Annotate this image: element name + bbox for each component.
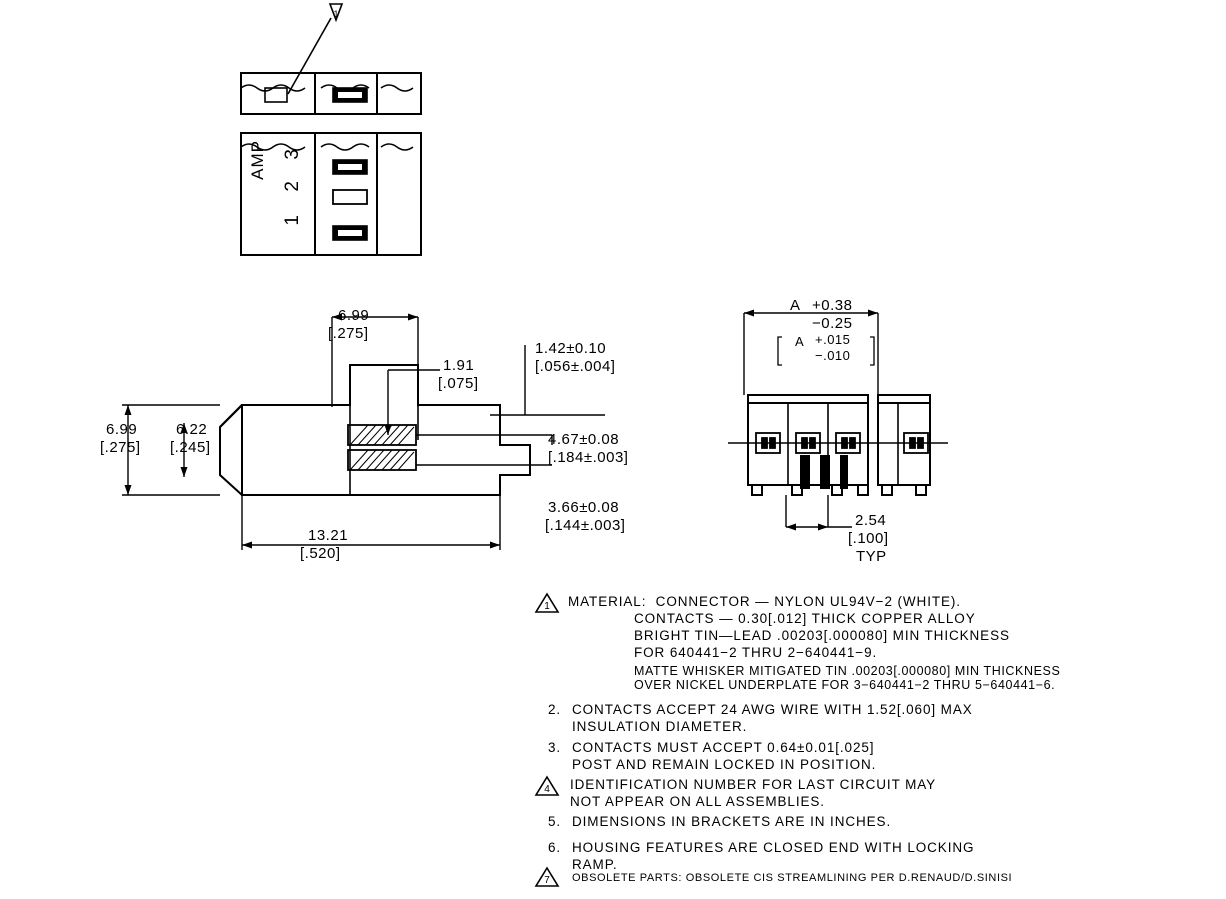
note-1-line-6: OVER NICKEL UNDERPLATE FOR 3−640441−2 THRU 5−640441−6.: [634, 678, 1056, 692]
dim-2_54-typ: TYP: [856, 548, 887, 565]
dim-2_54-inch: [.100]: [848, 530, 889, 547]
note-5-marker: 5.: [548, 814, 562, 829]
svg-text:7: 7: [544, 875, 550, 886]
dim-A-plus-2: +.015: [815, 332, 851, 347]
dim-3_66-inch: [.144±.003]: [545, 517, 626, 534]
note-triangle-1-icon: [534, 592, 560, 614]
note-6-line-1: HOUSING FEATURES ARE CLOSED END WITH LOCKING: [572, 840, 975, 855]
svg-text:4: 4: [544, 784, 550, 795]
note-1-line-5: MATTE WHISKER MITIGATED TIN .00203[.000080] MIN THICKNESS: [634, 664, 1061, 678]
dim-A-letter-2: A: [795, 334, 805, 349]
note-6-line-2: RAMP.: [572, 857, 618, 872]
dim-1_42-inch: [.056±.004]: [535, 358, 616, 375]
circuit-number-3: 3: [282, 148, 303, 160]
note-7-line-1: OBSOLETE PARTS: OBSOLETE CIS STREAMLINING PER D.RENAUD/D.SINISI: [572, 872, 1013, 884]
note-4-line-2: NOT APPEAR ON ALL ASSEMBLIES.: [570, 794, 825, 809]
note-1-line-1: MATERIAL: CONNECTOR — NYLON UL94V−2 (WHITE).: [568, 594, 961, 609]
note-1-line-2: CONTACTS — 0.30[.012] THICK COPPER ALLOY: [634, 611, 976, 626]
note-2-line-2: INSULATION DIAMETER.: [572, 719, 748, 734]
note-3-line-2: POST AND REMAIN LOCKED IN POSITION.: [572, 757, 877, 772]
note-triangle-7-icon: [534, 866, 560, 888]
dim-6_99-top-inch: [.275]: [328, 325, 369, 342]
note-triangle-4-icon: [534, 775, 560, 797]
dim-1_91-value: 1.91: [443, 357, 475, 374]
note-5-line-1: DIMENSIONS IN BRACKETS ARE IN INCHES.: [572, 814, 892, 829]
dim-A-minus-1: −0.25: [812, 315, 853, 332]
marking-views-graphic: [225, 0, 455, 275]
note-1-line-3: BRIGHT TIN—LEAD .00203[.000080] MIN THICKNESS: [634, 628, 1010, 643]
dim-3_66-value: 3.66±0.08: [548, 499, 620, 516]
note-2-line-1: CONTACTS ACCEPT 24 AWG WIRE WITH 1.52[.060] MAX: [572, 702, 973, 717]
note-2-marker: 2.: [548, 702, 562, 717]
dim-13_21-value: 13.21: [308, 527, 349, 544]
dim-1_42-value: 1.42±0.10: [535, 340, 607, 357]
dim-6_99-top-value: 6.99: [338, 307, 370, 324]
svg-text:1: 1: [333, 9, 339, 19]
dim-13_21-inch: [.520]: [300, 545, 341, 562]
dim-2_54-value: 2.54: [855, 512, 887, 529]
note-6-marker: 6.: [548, 840, 562, 855]
dim-6_22-value: 6.22: [176, 421, 208, 438]
note-3-line-1: CONTACTS MUST ACCEPT 0.64±0.01[.025]: [572, 740, 875, 755]
dim-4_67-inch: [.184±.003]: [548, 449, 629, 466]
svg-text:1: 1: [544, 601, 550, 612]
amp-marking-text: AMP: [248, 140, 267, 180]
dim-A-plus-1: +0.38: [812, 297, 853, 314]
dim-1_91-inch: [.075]: [438, 375, 479, 392]
note-1-line-4: FOR 640441−2 THRU 2−640441−9.: [634, 645, 878, 660]
dim-A-letter-1: A: [790, 297, 801, 314]
dim-A-minus-2: −.010: [815, 348, 851, 363]
dim-6_22-inch: [.245]: [170, 439, 211, 456]
circuit-number-2: 2: [282, 180, 303, 192]
note-4-line-1: IDENTIFICATION NUMBER FOR LAST CIRCUIT MAY: [570, 777, 937, 792]
dim-4_67-value: 4.67±0.08: [548, 431, 620, 448]
circuit-number-1: 1: [282, 214, 303, 226]
note-3-marker: 3.: [548, 740, 562, 755]
dim-6_99-left-inch: [.275]: [100, 439, 141, 456]
dim-6_99-left-value: 6.99: [106, 421, 138, 438]
